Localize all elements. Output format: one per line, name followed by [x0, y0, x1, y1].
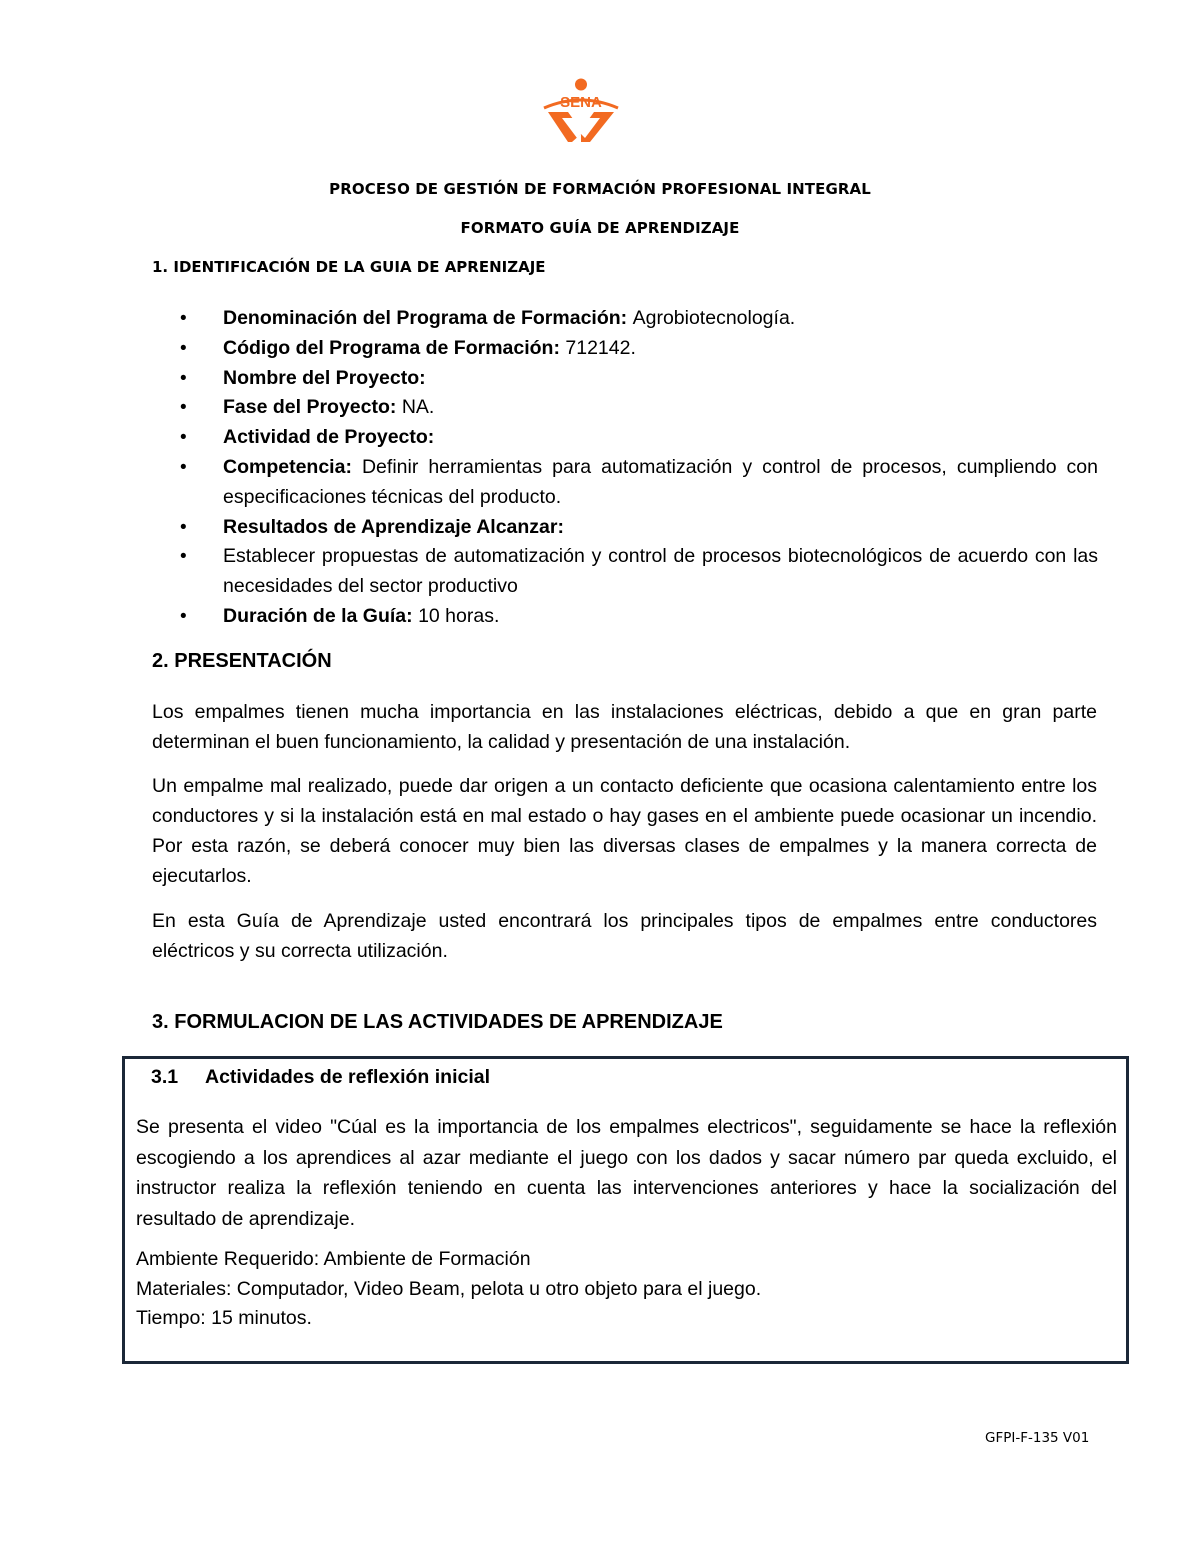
list-item	[180, 393, 1098, 423]
ambiente-line: Ambiente Requerido: Ambiente de Formación	[136, 1248, 531, 1270]
list-item	[180, 304, 1098, 334]
item-label: Competencia:	[223, 455, 352, 478]
item-label: Fase del Proyecto	[223, 396, 390, 419]
section2-title: 2. PRESENTACIÓN	[152, 650, 332, 672]
item-label: Resultados de Aprendizaje Alcanzar:	[223, 515, 564, 538]
item-value: 10 horas.	[418, 604, 500, 627]
item-sep: :	[406, 604, 419, 627]
list-item	[180, 453, 1098, 513]
presentation-paragraph-2: Un empalme mal realizado, puede dar origen a un contacto deficiente que ocasiona calentamiento entre los conductores y si la instalación está en mal estado o hay gases en el ambiente puede ocasionar un incendio. Por esta razón, se deberá conocer muy bien las diversas clases de empalmes y la manera correcta de ejecutarlos.	[152, 775, 1097, 887]
identification-list	[180, 304, 1098, 632]
activity-description: Se presenta el video "Cúal es la importancia de los empalmes electricos", seguidamente se hace la reflexión escogiendo a los aprendices al azar mediante el juego con los dados y sacar número par queda excluido, el instructor realiza la reflexión teniendo en cuenta las intervenciones anteriores y hace la socialización del resultado de aprendizaje.	[136, 1116, 1117, 1230]
sena-logo-graphic	[538, 78, 624, 144]
item-sep: :	[620, 307, 633, 329]
activity-title-text: Actividades de reflexión inicial	[205, 1066, 491, 1088]
presentation-paragraph-3: En esta Guía de Aprendizaje usted encontrará los principales tipos de empalmes entre conductores eléctricos y su correcta utilización.	[152, 910, 1097, 962]
item-value: NA.	[401, 396, 435, 419]
list-item	[180, 334, 1098, 364]
item-label: Duración de la Guía	[223, 604, 407, 627]
item-label: Actividad de Proyecto:	[223, 426, 435, 449]
list-item	[180, 423, 1098, 453]
sena-logo	[538, 78, 624, 144]
list-item	[180, 513, 1098, 543]
item-sep: :	[389, 396, 402, 419]
activity-number: 3.1	[151, 1066, 179, 1088]
section3-title: 3. FORMULACION DE LAS ACTIVIDADES DE APRENDIZAJE	[152, 1011, 723, 1033]
item-value: Definir herramientas para automatización y control de procesos, cumpliendo con especificaciones técnicas del producto.	[223, 455, 1099, 508]
item-label: Denominación del Programa de Formación	[223, 307, 621, 329]
activity-title	[151, 1066, 490, 1089]
list-item	[180, 364, 1098, 394]
activity-details	[136, 1245, 1117, 1334]
tiempo-line: Tiempo: 15 minutos.	[136, 1307, 312, 1329]
presentation-paragraph-1: Los empalmes tienen mucha importancia en las instalaciones eléctricas, debido a que en gran parte determinan el buen funcionamiento, la calidad y presentación de una instalación.	[152, 701, 1097, 753]
item-value: 712142.	[565, 336, 636, 359]
item-sep: :	[553, 336, 566, 359]
process-title: PROCESO DE GESTIÓN DE FORMACIÓN PROFESIONAL INTEGRAL	[329, 180, 871, 198]
svg-text:SENA: SENA	[560, 94, 602, 111]
list-item	[180, 602, 1098, 632]
item-label: Nombre del Proyecto:	[223, 366, 426, 389]
activity-box	[122, 1056, 1129, 1364]
list-item	[180, 542, 1098, 602]
materiales-line: Materiales: Computador, Video Beam, pelota u otro objeto para el juego.	[136, 1277, 762, 1300]
item-value: Establecer propuestas de automatización y control de procesos biotecnológicos de acuerdo con las necesidades del sector productivo	[223, 545, 1098, 598]
item-value: Agrobiotecnología.	[632, 307, 796, 329]
document-code: GFPI-F-135 V01	[985, 1430, 1090, 1446]
section1-title: 1. IDENTIFICACIÓN DE LA GUIA DE APRENIZAJE	[152, 258, 546, 276]
format-title: FORMATO GUÍA DE APRENDIZAJE	[460, 219, 740, 237]
item-label: Código del Programa de Formación	[223, 336, 554, 359]
